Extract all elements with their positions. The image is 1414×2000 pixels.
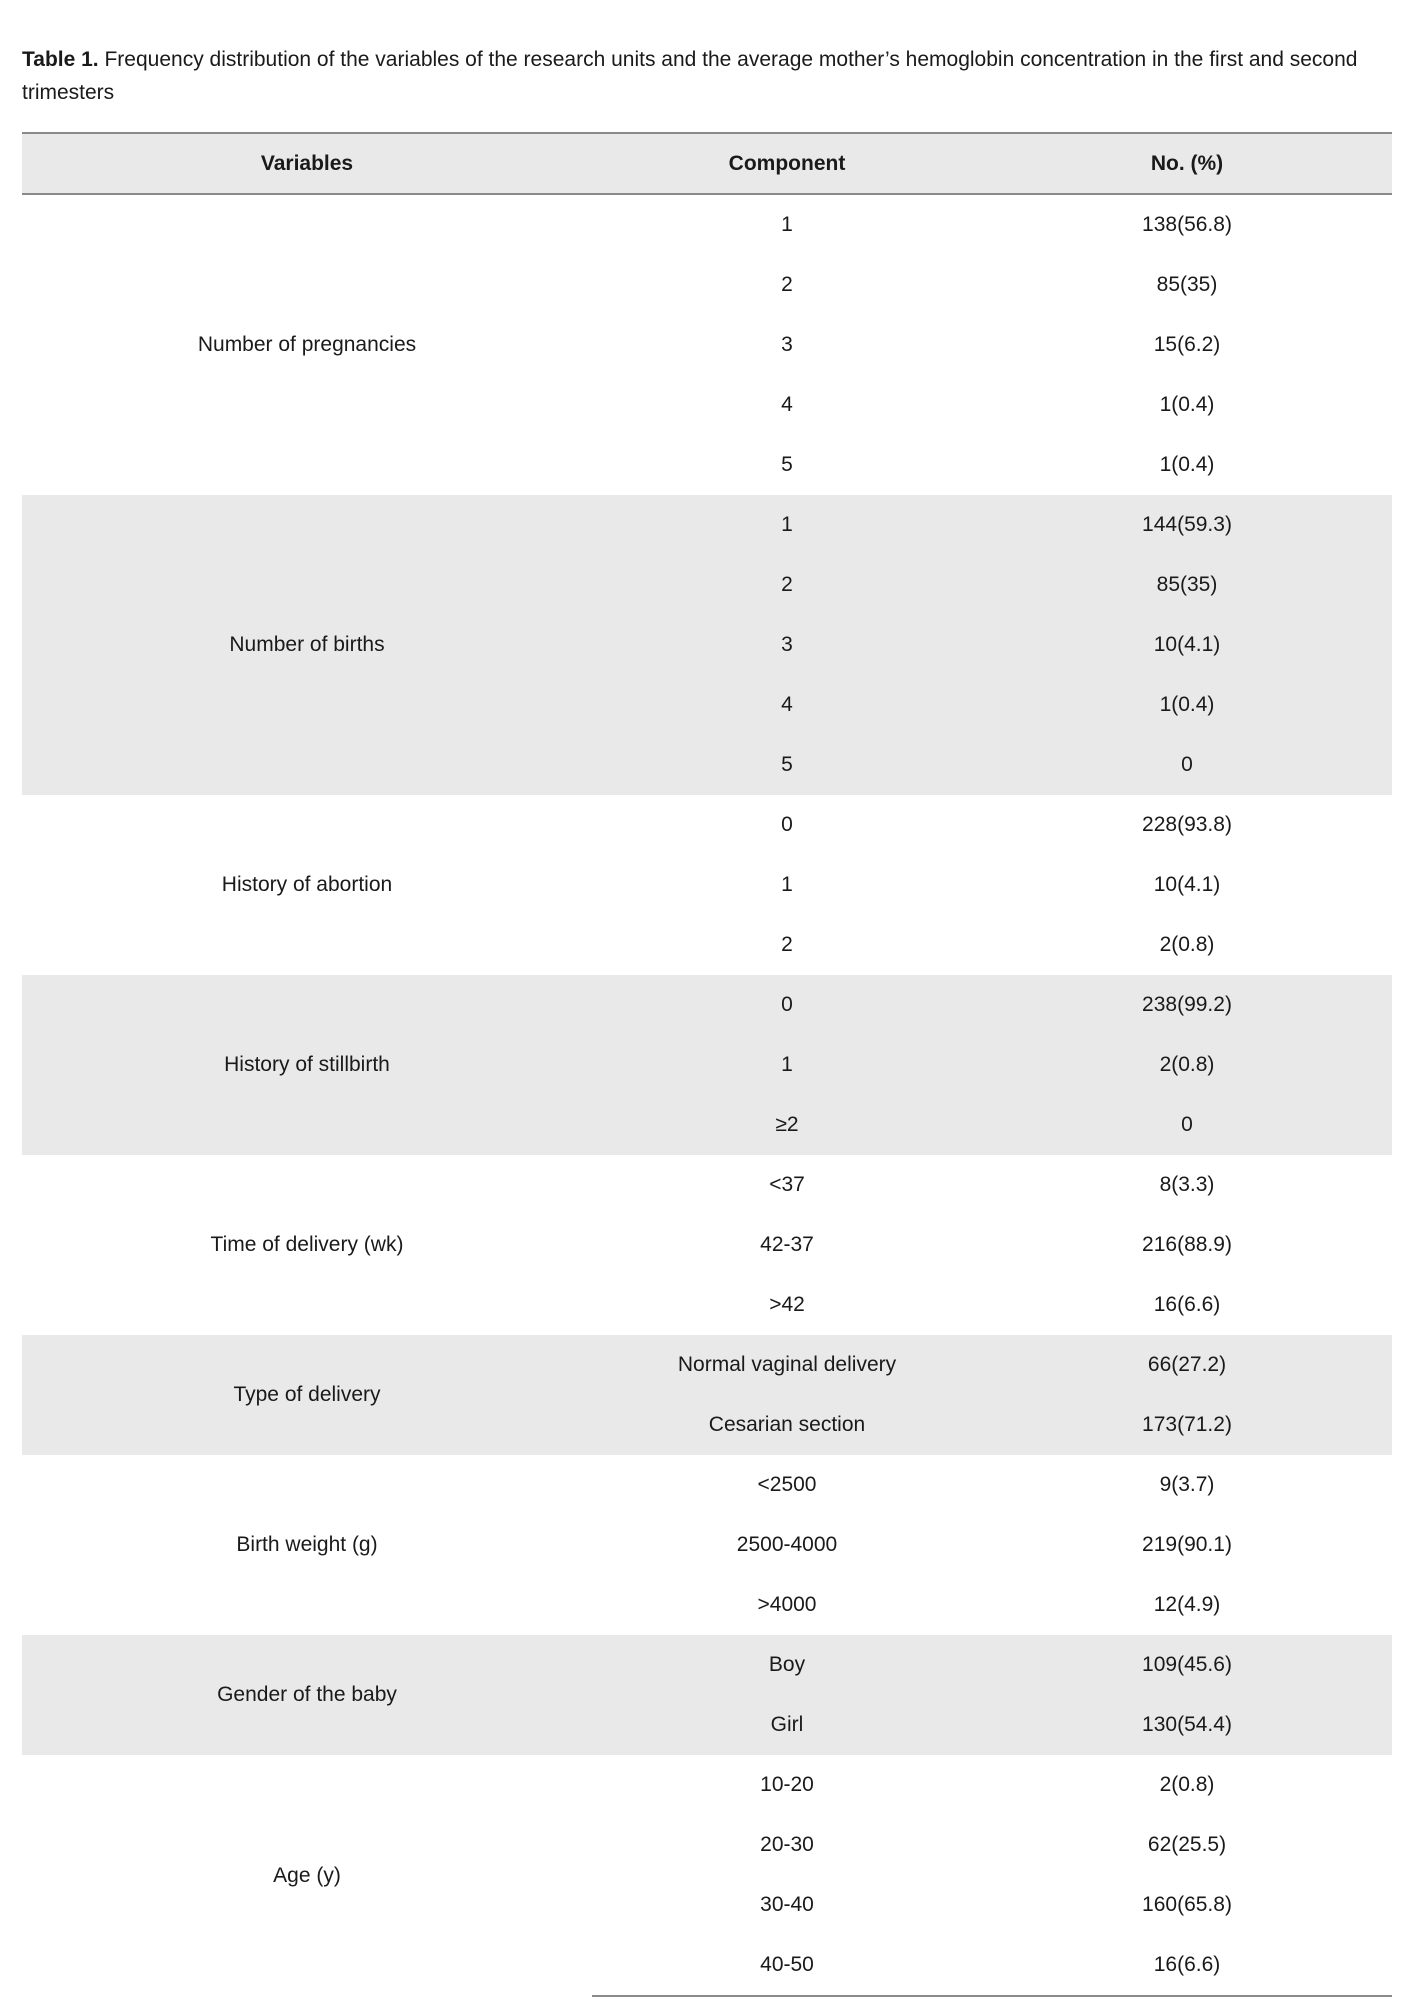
table-row <box>22 194 1392 255</box>
count-percent-cell: 85(35) <box>1156 273 1218 296</box>
component-cell: 1 <box>592 1035 982 1095</box>
table-group <box>22 975 1392 1155</box>
component-cell: >42 <box>769 1293 805 1316</box>
count-percent-cell: 2(0.8) <box>982 1035 1392 1095</box>
component-cell: 2 <box>781 933 793 956</box>
count-percent-cell: 160(65.8) <box>1142 1893 1232 1916</box>
component-cell: 5 <box>781 453 793 476</box>
table-row <box>22 495 1392 555</box>
variable-cell: Type of delivery <box>22 1335 592 1455</box>
component-cell: 1 <box>592 495 982 555</box>
count-percent-cell: 8(3.3) <box>1159 1173 1215 1196</box>
table-row <box>22 1635 1392 1695</box>
table-row <box>22 1155 1392 1215</box>
component-cell: <37 <box>769 1173 805 1196</box>
table-caption <box>22 43 1392 109</box>
count-percent-cell: 2(0.8) <box>1159 1773 1215 1796</box>
table-header <box>22 133 1392 194</box>
component-cell: 1 <box>781 873 793 896</box>
table-row <box>22 1335 1392 1395</box>
count-percent-cell: 66(27.2) <box>982 1335 1392 1395</box>
count-percent-cell: 10(4.1) <box>1153 873 1221 896</box>
count-percent-cell: 109(45.6) <box>982 1635 1392 1695</box>
variable-cell: Number of pregnancies <box>197 333 417 356</box>
count-percent-cell: 16(6.6) <box>982 1935 1392 1996</box>
variable-cell: Age (y) <box>273 1863 341 1887</box>
count-percent-cell: 1(0.4) <box>1159 393 1215 416</box>
count-percent-cell: 12(4.9) <box>1153 1593 1221 1616</box>
count-percent-cell: 228(93.8) <box>1142 813 1232 836</box>
component-cell: 42-37 <box>760 1233 814 1256</box>
table-group <box>22 1755 1392 1996</box>
component-cell: ≥2 <box>592 1095 982 1155</box>
component-cell: 40-50 <box>592 1935 982 1996</box>
component-cell: 30-40 <box>760 1893 814 1916</box>
component-cell: 5 <box>592 735 982 795</box>
component-cell: Normal vaginal delivery <box>592 1335 982 1395</box>
component-cell: 4 <box>781 393 793 416</box>
caption-label: Table 1. <box>22 48 99 71</box>
header-component: Component <box>592 133 982 194</box>
variable-cell: Birth weight (g) <box>236 1533 378 1556</box>
table-group <box>22 795 1392 975</box>
variable-cell: Time of delivery (wk) <box>210 1233 404 1256</box>
table-row <box>22 795 1392 855</box>
count-percent-cell: 2(0.8) <box>1159 933 1215 956</box>
count-percent-cell: 1(0.4) <box>982 675 1392 735</box>
component-cell: 4 <box>592 675 982 735</box>
table-group <box>22 194 1392 495</box>
component-cell: Boy <box>592 1635 982 1695</box>
frequency-table <box>22 132 1392 1997</box>
variable-cell: History of abortion <box>221 873 393 896</box>
table-group <box>22 1635 1392 1755</box>
count-percent-cell: 85(35) <box>982 555 1392 615</box>
variable-cell: Gender of the baby <box>22 1635 592 1755</box>
table-row <box>22 1755 1392 1815</box>
table-container <box>22 132 1392 1997</box>
count-percent-cell: 62(25.5) <box>1147 1833 1227 1856</box>
table-group <box>22 1155 1392 1335</box>
count-percent-cell: 0 <box>982 1095 1392 1155</box>
component-cell: Girl <box>592 1695 982 1755</box>
count-percent-cell: 173(71.2) <box>982 1395 1392 1455</box>
table-group <box>22 495 1392 795</box>
caption-text: Frequency distribution of the variables of the research units and the average mother’s hemoglobin concentration in the first and second trimesters <box>22 48 1358 104</box>
component-cell: 0 <box>592 975 982 1035</box>
component-cell: <2500 <box>757 1473 817 1496</box>
component-cell: 2500-4000 <box>736 1533 838 1556</box>
count-percent-cell: 9(3.7) <box>1159 1473 1215 1496</box>
count-percent-cell: 0 <box>982 735 1392 795</box>
component-cell: 1 <box>781 213 793 236</box>
table-group <box>22 1455 1392 1635</box>
header-row <box>22 133 1392 194</box>
header-count-percent: No. (%) <box>982 133 1392 194</box>
count-percent-cell: 15(6.2) <box>1153 333 1221 356</box>
component-cell: >4000 <box>757 1593 817 1616</box>
component-cell: 3 <box>781 333 793 356</box>
document-page <box>22 0 1392 1976</box>
count-percent-cell: 138(56.8) <box>1142 213 1232 236</box>
component-cell: 10-20 <box>760 1773 814 1796</box>
count-percent-cell: 219(90.1) <box>1142 1533 1232 1556</box>
count-percent-cell: 1(0.4) <box>1159 453 1215 476</box>
count-percent-cell: 238(99.2) <box>982 975 1392 1035</box>
header-variables: Variables <box>22 133 592 194</box>
component-cell: 2 <box>781 273 793 296</box>
component-cell: 20-30 <box>760 1833 814 1856</box>
table-row <box>22 975 1392 1035</box>
count-percent-cell: 216(88.9) <box>1142 1233 1232 1256</box>
component-cell: Cesarian section <box>592 1395 982 1455</box>
component-cell: 0 <box>781 813 793 836</box>
count-percent-cell: 130(54.4) <box>982 1695 1392 1755</box>
component-cell: 2 <box>592 555 982 615</box>
count-percent-cell: 10(4.1) <box>982 615 1392 675</box>
count-percent-cell: 144(59.3) <box>982 495 1392 555</box>
variable-cell: History of stillbirth <box>22 975 592 1155</box>
table-row <box>22 1455 1392 1515</box>
component-cell: 3 <box>592 615 982 675</box>
table-group <box>22 1335 1392 1455</box>
count-percent-cell: 16(6.6) <box>1153 1293 1221 1316</box>
variable-cell: Number of births <box>22 495 592 795</box>
